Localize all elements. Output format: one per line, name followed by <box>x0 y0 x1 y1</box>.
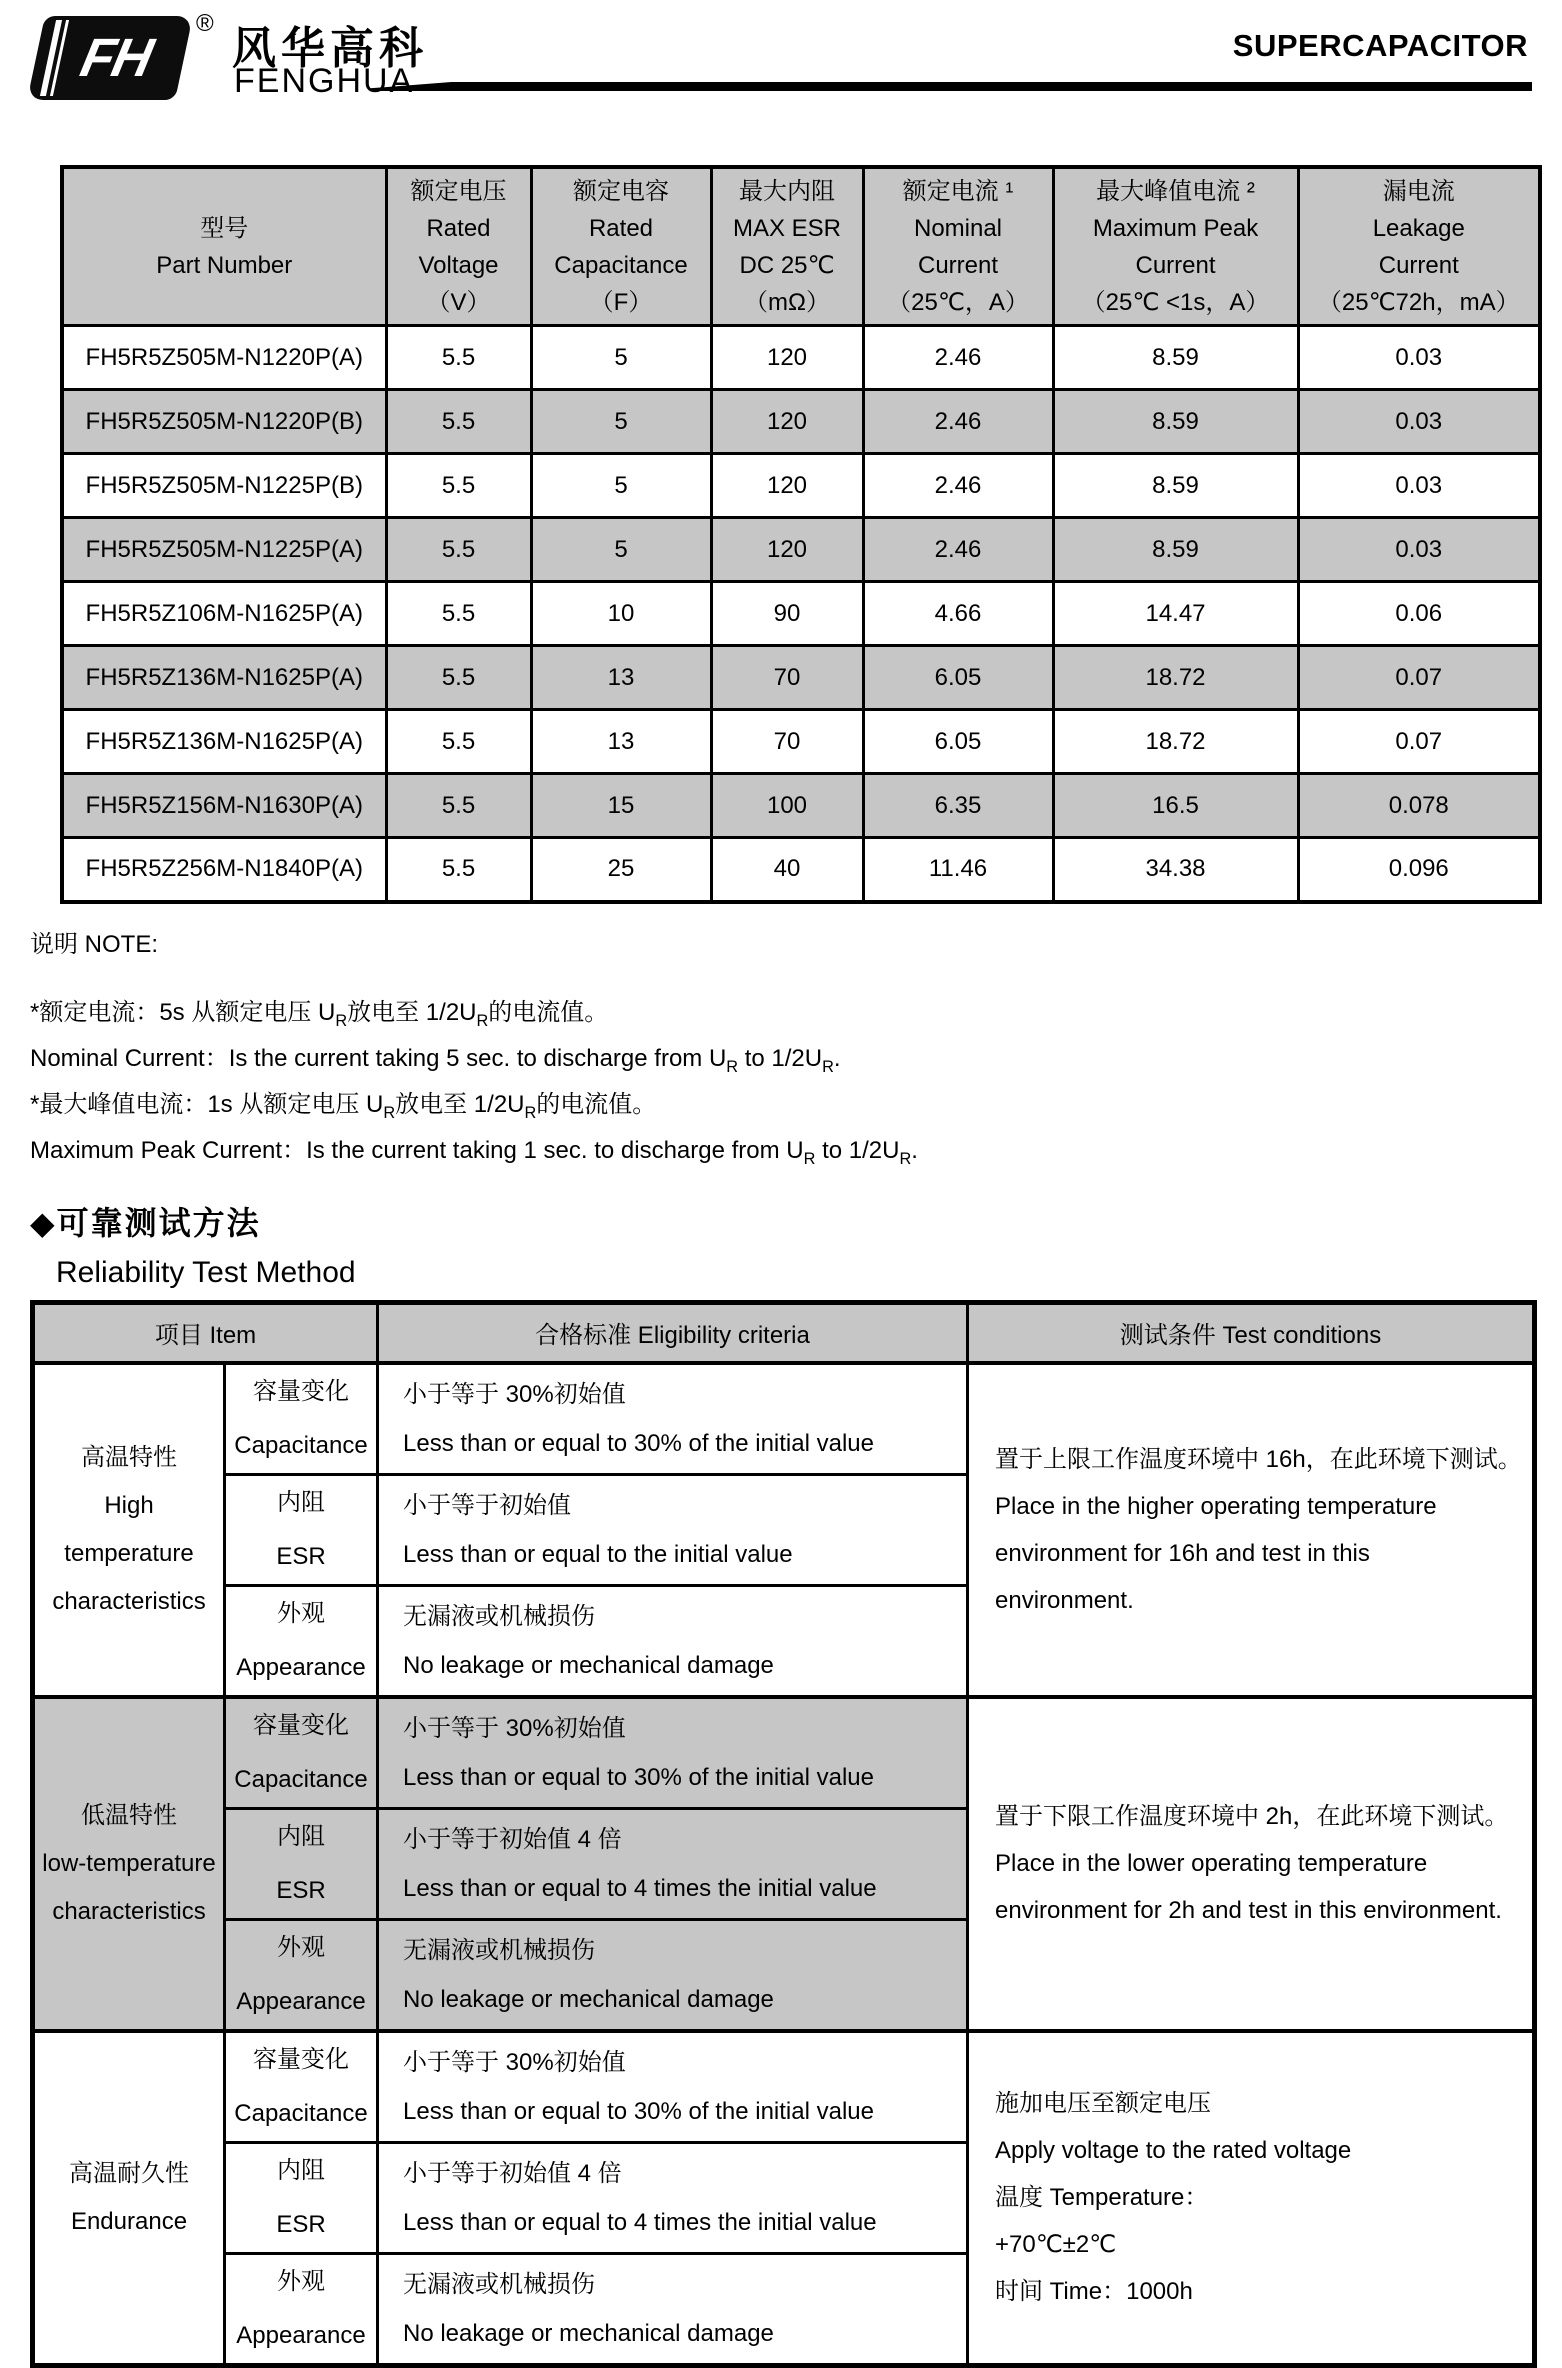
spec-row <box>62 710 1540 774</box>
conditions-line: 置于上限工作温度环境中 16h，在此环境下测试。 <box>995 1445 1522 1473</box>
spec-value-cell: 100 <box>711 774 863 838</box>
spec-header-line: 漏电流 <box>1382 177 1455 205</box>
criteria-line: 小于等于初始值 4 倍 <box>403 1825 622 1853</box>
subscript-text: R <box>524 1103 537 1122</box>
sub-item-cell <box>225 1363 378 1475</box>
spec-table-body <box>62 326 1540 902</box>
spec-value-cell: 0.07 <box>1298 710 1540 774</box>
criteria-line: 小于等于 30%初始值 <box>403 1714 626 1742</box>
spec-value-cell: 90 <box>711 582 863 646</box>
conditions-cell-endurance <box>968 2031 1535 2366</box>
spec-row <box>62 326 1540 390</box>
spec-header-line: 额定电流 ¹ <box>902 177 1014 205</box>
sub-item-line: Appearance <box>236 1653 366 1681</box>
sub-item-line: 容量变化 <box>253 1377 349 1405</box>
spec-row <box>62 582 1540 646</box>
spec-value-cell: 18.72 <box>1053 646 1298 710</box>
notes-heading: 说明 NOTE: <box>30 930 159 958</box>
spec-value-cell: 120 <box>711 326 863 390</box>
reliability-row-endurance <box>33 2031 1535 2143</box>
spec-header-line: Capacitance <box>554 251 688 279</box>
reliability-table-head <box>33 1302 1535 1363</box>
subscript-text: R <box>476 1011 489 1030</box>
sub-item-line: Capacitance <box>234 2099 368 2127</box>
spec-value-cell: 13 <box>531 646 711 710</box>
criteria-line: 无漏液或机械损伤 <box>403 1602 595 1630</box>
spec-value-cell: 6.05 <box>863 710 1053 774</box>
logo-fh-text: FH <box>75 28 157 88</box>
criteria-line: No leakage or mechanical damage <box>403 1651 774 1679</box>
spec-value-cell: 15 <box>531 774 711 838</box>
sub-item-line: Capacitance <box>234 1431 368 1459</box>
spec-value-cell: 5.5 <box>386 646 531 710</box>
spec-header-cell <box>62 167 386 326</box>
spec-value-cell: 6.05 <box>863 646 1053 710</box>
spec-table <box>60 165 1542 904</box>
spec-value-cell: 5.5 <box>386 710 531 774</box>
sub-item-line: Appearance <box>236 2321 366 2349</box>
spec-header-line: Voltage <box>418 251 499 279</box>
reliability-row-high-temperature <box>33 1363 1535 1475</box>
criteria-cell <box>378 1363 968 1475</box>
criteria-line: Less than or equal to 4 times the initial value <box>403 1874 877 1902</box>
criteria-cell <box>378 1919 968 2031</box>
sub-item-line: ESR <box>276 2210 326 2238</box>
note-text: to 1/2U <box>815 1136 900 1164</box>
reliability-section <box>0 1198 1562 2368</box>
notes-section <box>30 930 1562 1174</box>
header-rule <box>370 82 1532 91</box>
sub-item-cell <box>225 1585 378 1697</box>
conditions-line: environment for 16h and test in this <box>995 1539 1370 1567</box>
part-number-cell: FH5R5Z505M-N1220P(A) <box>62 326 386 390</box>
spec-table-head <box>62 167 1540 326</box>
item-line: 高温特性 <box>81 1443 177 1471</box>
spec-value-cell: 11.46 <box>863 838 1053 902</box>
spec-header-cell <box>711 167 863 326</box>
note-text: Nominal Current：Is the current taking 5 sec. to discharge from U <box>30 1044 727 1072</box>
doc-title: SUPERCAPACITOR <box>1232 28 1528 63</box>
reliability-header-conditions: 测试条件 Test conditions <box>968 1302 1535 1363</box>
criteria-cell <box>378 1697 968 1809</box>
conditions-line: Place in the lower operating temperature <box>995 1850 1428 1877</box>
item-cell-low-temperature <box>33 1697 225 2031</box>
criteria-line: Less than or equal to the initial value <box>403 1540 793 1568</box>
item-line: low-temperature <box>42 1849 216 1877</box>
part-number-cell: FH5R5Z505M-N1225P(A) <box>62 518 386 582</box>
subscript-text: R <box>822 1057 834 1076</box>
conditions-line: 时间 Time：1000h <box>995 2278 1193 2305</box>
conditions-line: environment. <box>995 1586 1134 1614</box>
diamond-icon: ◆ <box>30 1204 57 1241</box>
note-text: 放电至 1/2U <box>347 998 477 1026</box>
spec-row <box>62 838 1540 902</box>
spec-value-cell: 0.06 <box>1298 582 1540 646</box>
spec-value-cell: 5 <box>531 326 711 390</box>
sub-item-line: 外观 <box>277 1933 325 1961</box>
part-number-cell: FH5R5Z505M-N1225P(B) <box>62 454 386 518</box>
item-line: temperature <box>64 1539 194 1567</box>
spec-value-cell: 5.5 <box>386 518 531 582</box>
sub-item-line: Appearance <box>236 1987 366 2015</box>
conditions-line: 置于下限工作温度环境中 2h，在此环境下测试。 <box>995 1803 1509 1830</box>
spec-header-line: （mΩ） <box>744 288 830 316</box>
sub-item-line: 内阻 <box>277 1488 325 1516</box>
note-line <box>30 1036 1562 1082</box>
conditions-line: 温度 Temperature： <box>995 2184 1209 2211</box>
spec-header-line: Part Number <box>156 251 293 279</box>
note-text: 的电流值。 <box>536 1090 657 1118</box>
spec-value-cell: 0.07 <box>1298 646 1540 710</box>
conditions-line: environment for 2h and test in this environment. <box>995 1897 1502 1924</box>
note-text: Maximum Peak Current：Is the current taking 1 sec. to discharge from U <box>30 1136 804 1164</box>
sub-item-line: ESR <box>276 1542 326 1570</box>
spec-value-cell: 120 <box>711 390 863 454</box>
criteria-line: Less than or equal to 30% of the initial value <box>403 2097 874 2125</box>
spec-value-cell: 120 <box>711 454 863 518</box>
criteria-line: 小于等于 30%初始值 <box>403 1380 626 1408</box>
criteria-cell <box>378 2031 968 2143</box>
sub-item-line: 容量变化 <box>253 1711 349 1739</box>
spec-value-cell: 5.5 <box>386 582 531 646</box>
item-cell-high-temperature <box>33 1363 225 1697</box>
spec-value-cell: 2.46 <box>863 326 1053 390</box>
spec-value-cell: 16.5 <box>1053 774 1298 838</box>
sub-item-line: ESR <box>276 1876 326 1904</box>
spec-value-cell: 6.35 <box>863 774 1053 838</box>
spec-header-line: （25℃72h，mA） <box>1317 288 1520 316</box>
reliability-table-body <box>33 1363 1535 2366</box>
spec-header-line: MAX ESR <box>732 214 842 242</box>
criteria-cell <box>378 1585 968 1697</box>
spec-value-cell: 5.5 <box>386 390 531 454</box>
reliability-heading-zh <box>30 1198 1562 1244</box>
note-text: to 1/2U <box>738 1044 823 1072</box>
spec-value-cell: 8.59 <box>1053 454 1298 518</box>
note-line <box>30 1082 1562 1128</box>
criteria-cell <box>378 2142 968 2253</box>
reliability-header-criteria: 合格标准 Eligibility criteria <box>378 1302 968 1363</box>
spec-value-cell: 13 <box>531 710 711 774</box>
note-text: . <box>911 1136 918 1164</box>
logo-name-en: FENGHUA <box>234 62 415 100</box>
spec-value-cell: 5.5 <box>386 326 531 390</box>
reliability-table <box>30 1300 1537 2368</box>
subscript-text: R <box>726 1057 739 1076</box>
spec-value-cell: 8.59 <box>1053 390 1298 454</box>
spec-header-cell <box>1298 167 1540 326</box>
criteria-line: No leakage or mechanical damage <box>403 2319 774 2347</box>
part-number-cell: FH5R5Z256M-N1840P(A) <box>62 838 386 902</box>
spec-header-line: DC 25℃ <box>739 251 835 279</box>
spec-row <box>62 518 1540 582</box>
spec-header-line: Maximum Peak <box>1092 214 1259 242</box>
sub-item-line: 容量变化 <box>253 2045 349 2073</box>
spec-row <box>62 774 1540 838</box>
spec-value-cell: 4.66 <box>863 582 1053 646</box>
sub-item-cell <box>225 2031 378 2143</box>
sub-item-line: 内阻 <box>277 2156 325 2184</box>
spec-header-line: 型号 <box>200 214 249 242</box>
spec-value-cell: 120 <box>711 518 863 582</box>
item-line: Endurance <box>70 2207 188 2235</box>
spec-header-line: Rated <box>588 214 654 242</box>
spec-value-cell: 2.46 <box>863 518 1053 582</box>
spec-header-line: （V） <box>426 288 491 316</box>
criteria-cell <box>378 1474 968 1585</box>
note-text: 的电流值。 <box>488 998 609 1026</box>
conditions-line: Place in the higher operating temperature <box>995 1492 1437 1520</box>
sub-item-cell <box>225 1808 378 1919</box>
sub-item-line: Capacitance <box>234 1765 368 1793</box>
spec-value-cell: 5 <box>531 390 711 454</box>
spec-value-cell: 70 <box>711 710 863 774</box>
spec-value-cell: 25 <box>531 838 711 902</box>
criteria-cell <box>378 2253 968 2365</box>
spec-header-line: Leakage <box>1372 214 1465 242</box>
spec-value-cell: 0.03 <box>1298 326 1540 390</box>
part-number-cell: FH5R5Z136M-N1625P(A) <box>62 710 386 774</box>
spec-header-line: Current <box>917 251 999 279</box>
spec-row <box>62 454 1540 518</box>
reliability-heading-zh-text: 可靠测试方法 <box>56 1204 261 1241</box>
item-line: characteristics <box>52 1897 206 1925</box>
spec-header-row <box>62 167 1540 326</box>
spec-header-line: 最大内阻 <box>739 177 835 205</box>
conditions-line: 施加电压至额定电压 <box>995 2090 1211 2117</box>
spec-header-cell <box>531 167 711 326</box>
spec-value-cell: 18.72 <box>1053 710 1298 774</box>
spec-header-line: 额定电压 <box>410 177 507 205</box>
item-line: High <box>104 1491 154 1519</box>
sub-item-cell <box>225 2253 378 2365</box>
spec-value-cell: 34.38 <box>1053 838 1298 902</box>
sub-item-cell <box>225 1474 378 1585</box>
spec-header-cell <box>863 167 1053 326</box>
spec-value-cell: 10 <box>531 582 711 646</box>
notes-lines <box>30 990 1562 1174</box>
note-text: *最大峰值电流：1s 从额定电压 U <box>30 1090 384 1118</box>
reliability-row-low-temperature <box>33 1697 1535 1809</box>
criteria-line: Less than or equal to 30% of the initial value <box>403 1763 874 1791</box>
spec-value-cell: 5 <box>531 454 711 518</box>
spec-header-line: Current <box>1378 251 1459 279</box>
spec-value-cell: 14.47 <box>1053 582 1298 646</box>
part-number-cell: FH5R5Z106M-N1625P(A) <box>62 582 386 646</box>
spec-value-cell: 8.59 <box>1053 326 1298 390</box>
spec-header-cell <box>1053 167 1298 326</box>
spec-value-cell: 0.03 <box>1298 454 1540 518</box>
spec-row <box>62 646 1540 710</box>
reliability-header-row <box>33 1302 1535 1363</box>
item-line: characteristics <box>52 1587 206 1615</box>
spec-value-cell: 2.46 <box>863 390 1053 454</box>
spec-header-line: Rated <box>426 214 491 242</box>
spec-value-cell: 0.03 <box>1298 518 1540 582</box>
spec-value-cell: 0.078 <box>1298 774 1540 838</box>
spec-header-line: 额定电容 <box>573 177 669 205</box>
sub-item-line: 内阻 <box>277 1822 325 1850</box>
spec-header-line: 最大峰值电流 ² <box>1096 177 1255 205</box>
part-number-cell: FH5R5Z156M-N1630P(A) <box>62 774 386 838</box>
conditions-cell-low-temperature <box>968 1697 1535 2031</box>
spec-value-cell: 8.59 <box>1053 518 1298 582</box>
spec-value-cell: 2.46 <box>863 454 1053 518</box>
criteria-cell <box>378 1808 968 1919</box>
spec-value-cell: 5 <box>531 518 711 582</box>
spec-header-line: （F） <box>589 288 653 316</box>
sub-item-cell <box>225 1919 378 2031</box>
reliability-heading-en: Reliability Test Method <box>56 1255 356 1289</box>
part-number-cell: FH5R5Z136M-N1625P(A) <box>62 646 386 710</box>
spec-value-cell: 0.096 <box>1298 838 1540 902</box>
subscript-text: R <box>803 1149 816 1168</box>
note-text: *额定电流：5s 从额定电压 U <box>30 998 336 1026</box>
criteria-line: No leakage or mechanical damage <box>403 1985 774 2013</box>
logo-mark <box>27 16 193 100</box>
sub-item-cell <box>225 1697 378 1809</box>
spec-value-cell: 40 <box>711 838 863 902</box>
criteria-line: 小于等于 30%初始值 <box>403 2048 626 2076</box>
spec-value-cell: 5.5 <box>386 838 531 902</box>
conditions-cell-high-temperature <box>968 1363 1535 1697</box>
note-line <box>30 990 1562 1036</box>
subscript-text: R <box>335 1011 348 1030</box>
spec-header-line: Nominal <box>913 214 1003 242</box>
spec-header-line: （25℃，A） <box>887 288 1029 316</box>
spec-value-cell: 5.5 <box>386 454 531 518</box>
criteria-line: 小于等于初始值 4 倍 <box>403 2159 622 2187</box>
note-text: . <box>833 1044 841 1072</box>
conditions-line: Apply voltage to the rated voltage <box>995 2137 1352 2164</box>
registered-mark-icon: ® <box>196 10 214 37</box>
spec-header-line: Current <box>1135 251 1216 279</box>
spec-header-line: （25℃ <1s，A） <box>1081 288 1270 316</box>
criteria-line: 无漏液或机械损伤 <box>403 1936 595 1964</box>
sub-item-line: 外观 <box>277 2267 325 2295</box>
part-number-cell: FH5R5Z505M-N1220P(B) <box>62 390 386 454</box>
spec-value-cell: 5.5 <box>386 774 531 838</box>
conditions-line: +70℃±2℃ <box>995 2231 1117 2258</box>
logo-name-cn: 风华高科 <box>232 24 428 73</box>
item-line: 低温特性 <box>81 1801 177 1829</box>
item-cell-endurance <box>33 2031 225 2366</box>
criteria-line: Less than or equal to 4 times the initial value <box>403 2208 877 2236</box>
criteria-line: Less than or equal to 30% of the initial value <box>403 1429 874 1457</box>
spec-header-cell <box>386 167 531 326</box>
note-text: 放电至 1/2U <box>395 1090 525 1118</box>
criteria-line: 无漏液或机械损伤 <box>403 2270 595 2298</box>
spec-value-cell: 70 <box>711 646 863 710</box>
spec-value-cell: 0.03 <box>1298 390 1540 454</box>
sub-item-line: 外观 <box>277 1599 325 1627</box>
spec-row <box>62 390 1540 454</box>
reliability-header-item: 项目 Item <box>33 1302 378 1363</box>
subscript-text: R <box>899 1149 912 1168</box>
header <box>0 0 1562 165</box>
criteria-line: 小于等于初始值 <box>403 1491 571 1519</box>
sub-item-cell <box>225 2142 378 2253</box>
subscript-text: R <box>383 1103 396 1122</box>
item-line: 高温耐久性 <box>69 2159 189 2187</box>
note-line <box>30 1128 1562 1174</box>
